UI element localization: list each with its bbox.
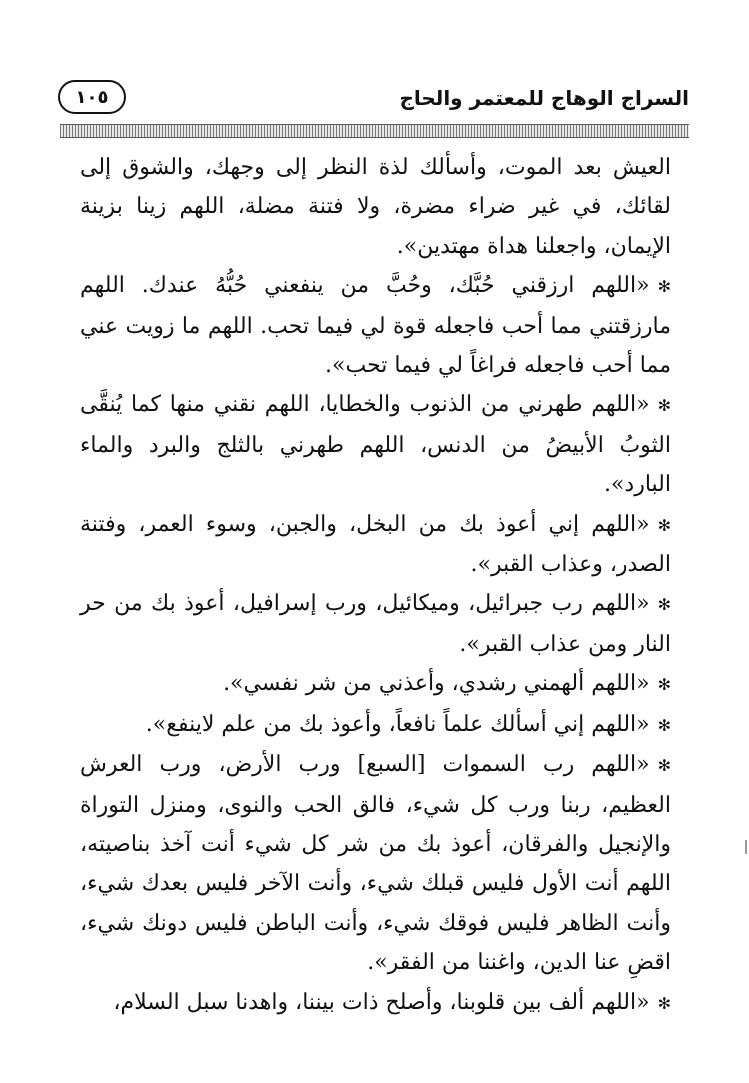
paragraph-text: «اللهم رب جبرائيل، وميكائيل، ورب إسرافيل، أعوذ بك من حر النار ومن عذاب القبر». [80, 591, 671, 657]
page-header [58, 80, 689, 124]
paragraph [80, 148, 671, 266]
page-number: ١٠٥ [58, 80, 126, 114]
paragraph [80, 745, 671, 982]
paragraph-text: «اللهم طهرني من الذنوب والخطايا، اللهم نقني منها كما يُنقَّى الثوبُ الأبيضُ من الدنس، اللهم طهرني بالثلج والبرد والماء البارد». [80, 392, 671, 498]
paragraph-text: «اللهم ألهمني رشدي، وأعذني من شر نفسي». [223, 671, 650, 697]
margin-mark [745, 840, 747, 854]
paragraph [80, 385, 671, 504]
asterisk-bullet-icon: ✻ [657, 515, 671, 535]
paragraph-text: «اللهم ارزقني حُبَّك، وحُبَّ من ينفعني حُبُّهُ عندك. اللهم مارزقتني مما أحب فاجعله قوة لي فيما تحب. اللهم ما زويت عني مما أحب فاجعله فراغاً لي فيما تحب». [80, 273, 671, 379]
asterisk-bullet-icon: ✻ [657, 993, 671, 1013]
paragraph-text: «اللهم إني أسألك علماً نافعاً، وأعوذ بك من علم لاينفع». [145, 711, 650, 737]
asterisk-bullet-icon: ✻ [657, 715, 671, 735]
asterisk-bullet-icon: ✻ [657, 595, 671, 615]
paragraph [80, 584, 671, 664]
paragraph [80, 705, 671, 745]
asterisk-bullet-icon: ✻ [657, 396, 671, 416]
paragraph [80, 266, 671, 385]
page-body [80, 148, 671, 1023]
asterisk-bullet-icon: ✻ [657, 675, 671, 695]
asterisk-bullet-icon: ✻ [657, 756, 671, 776]
paragraph [80, 664, 671, 704]
header-rule [60, 124, 689, 138]
paragraph-text: «اللهم رب السموات [السبع] ورب الأرض، ورب العرش العظيم، ربنا ورب كل شيء، فالق الحب والنوى، ومنزل التوراة والإنجيل والفرقان، أعوذ بك من شر كل شيء أنت آخذ بناصيته، اللهم أنت الأول فليس قبلك شيء، وأنت الآخر فليس بعدك شيء، وأنت الظاهر فليس فوقك شيء، وأنت الباطن فليس دونك شيء، اقضِ عنا الدين، واغننا من الفقر». [80, 752, 671, 976]
paragraph [80, 505, 671, 585]
paragraph-text: «اللهم إني أعوذ بك من البخل، والجبن، وسوء العمر، وفتنة الصدر، وعذاب القبر». [80, 511, 671, 578]
asterisk-bullet-icon: ✻ [657, 277, 671, 297]
paragraph [80, 983, 671, 1023]
paragraph-text: العيش بعد الموت، وأسألك لذة النظر إلى وجهك، والشوق إلى لقائك، في غير ضراء مضرة، ولا فتنة مضلة، اللهم زينا بزينة الإيمان، واجعلنا هداة مهتدين». [80, 155, 671, 259]
paragraph-text: «اللهم ألف بين قلوبنا، وأصلح ذات بيننا، واهدنا سبل السلام، [113, 989, 650, 1015]
book-title: السراج الوهاج للمعتمر والحاج [399, 86, 689, 110]
